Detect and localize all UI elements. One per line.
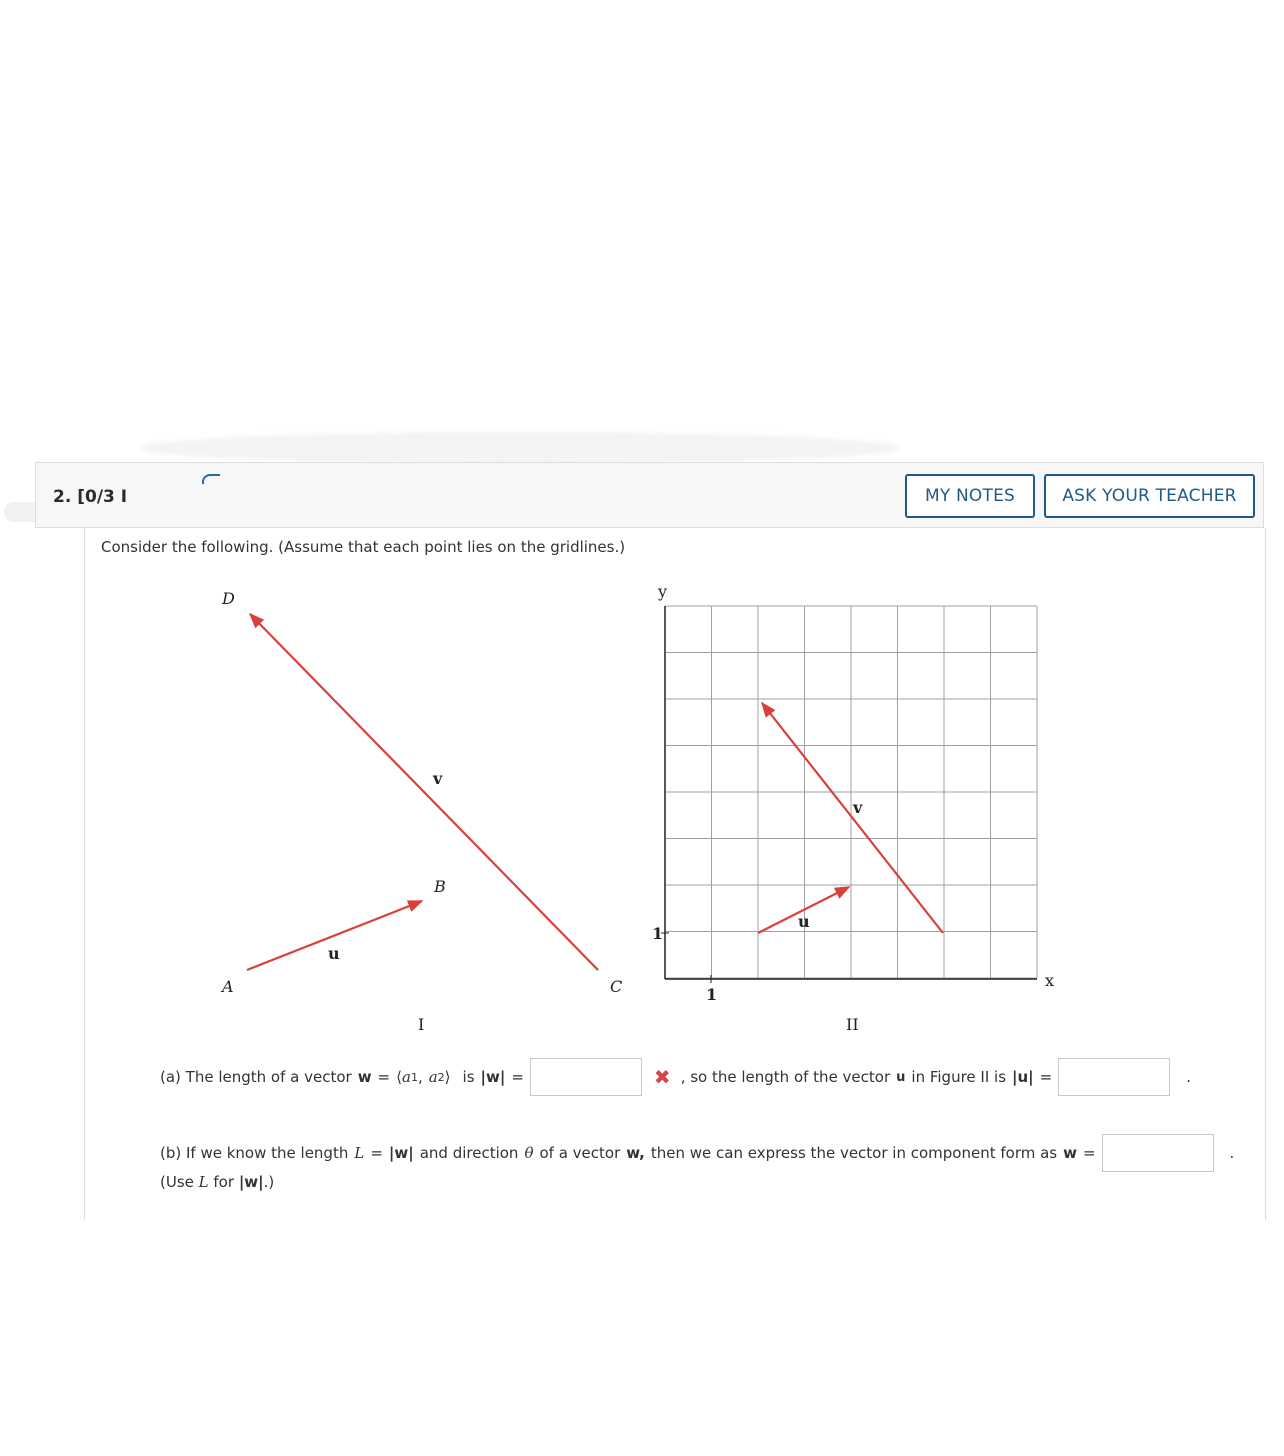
length-L: L — [354, 1144, 365, 1162]
grid-fig2 — [665, 606, 1037, 978]
point-d-label: D — [222, 589, 235, 608]
question-points: [0/3 I — [77, 487, 128, 507]
part-a-text: (a) The length of a vector — [160, 1068, 352, 1086]
figure-1 — [220, 589, 622, 1034]
theta-symbol: θ — [524, 1144, 534, 1162]
part-a-text-3: in Figure II is — [911, 1068, 1007, 1086]
answer-input-length-u[interactable] — [1058, 1058, 1170, 1096]
norm-w: |w| — [388, 1144, 414, 1162]
angle-open: ⟨ — [396, 1068, 402, 1086]
equals-sign: = — [370, 1144, 383, 1162]
ask-teacher-button[interactable]: ASK YOUR TEACHER — [1044, 474, 1255, 518]
part-b-note — [160, 1173, 274, 1191]
figure-2-caption: II — [846, 1015, 859, 1034]
point-c-label: C — [610, 977, 623, 996]
answer-input-component-form[interactable] — [1102, 1134, 1214, 1172]
part-a-line — [160, 1058, 1191, 1096]
point-b-label: B — [434, 877, 446, 896]
vector-u-label-fig1: u — [328, 944, 340, 963]
vector-v-fig1 — [250, 614, 598, 970]
part-b-text: (b) If we know the length — [160, 1144, 349, 1162]
period: . — [1229, 1144, 1235, 1162]
subscript-1: 1 — [410, 1070, 418, 1084]
vector-v-fig2 — [762, 703, 943, 933]
y-axis-label: y — [658, 582, 668, 601]
part-a-text-2: , so the length of the vector — [680, 1068, 891, 1086]
period: . — [1186, 1068, 1192, 1086]
equals-sign: = — [377, 1068, 391, 1086]
component-a2: a — [428, 1068, 438, 1086]
subscript-2: 2 — [437, 1070, 445, 1084]
part-b-text-3: of a vector — [539, 1144, 621, 1162]
vector-u-symbol: u — [896, 1069, 906, 1085]
vector-w-symbol-2: w — [1063, 1144, 1077, 1162]
note-for: for — [213, 1173, 235, 1191]
angle-close: ⟩ — [444, 1068, 451, 1086]
question-number-text: 2. — [53, 487, 72, 507]
figure-2 — [652, 582, 1054, 1034]
incorrect-icon: ✖ — [653, 1065, 671, 1089]
part-b-text-2: and direction — [419, 1144, 519, 1162]
vector-u-label-fig2: u — [798, 912, 810, 931]
equals-sign-3: = — [1039, 1068, 1053, 1086]
note-open: (Use — [160, 1173, 194, 1191]
question-prompt: Consider the following. (Assume that each point lies on the gridlines.) — [101, 538, 626, 556]
y-tick-label: 1 — [652, 924, 664, 943]
equals-sign-2: = — [511, 1068, 524, 1086]
vector-w-symbol: w, — [626, 1144, 645, 1162]
vector-v-label-fig1: v — [433, 769, 443, 788]
point-a-label: A — [222, 977, 234, 996]
is-text: is — [462, 1068, 475, 1086]
vector-v-label-fig2: v — [853, 798, 863, 817]
my-notes-button[interactable]: MY NOTES — [905, 474, 1035, 518]
x-tick-label: 1 — [706, 985, 718, 1004]
comma: , — [417, 1068, 423, 1086]
component-a1: a — [401, 1068, 411, 1086]
part-b-text-4: then we can express the vector in component form as — [650, 1144, 1058, 1162]
note-close: .) — [263, 1173, 275, 1191]
x-axis-label: x — [1045, 971, 1055, 990]
part-b-line — [160, 1134, 1234, 1172]
figure-1-caption: I — [418, 1015, 425, 1034]
norm-u: |u| — [1012, 1068, 1034, 1086]
answer-input-length-w[interactable] — [530, 1058, 642, 1096]
equals-sign-2: = — [1082, 1144, 1096, 1162]
note-L: L — [198, 1173, 209, 1191]
note-norm-w: |w| — [238, 1173, 264, 1191]
norm-w: |w| — [480, 1068, 506, 1086]
vector-w-symbol: w — [357, 1068, 372, 1086]
